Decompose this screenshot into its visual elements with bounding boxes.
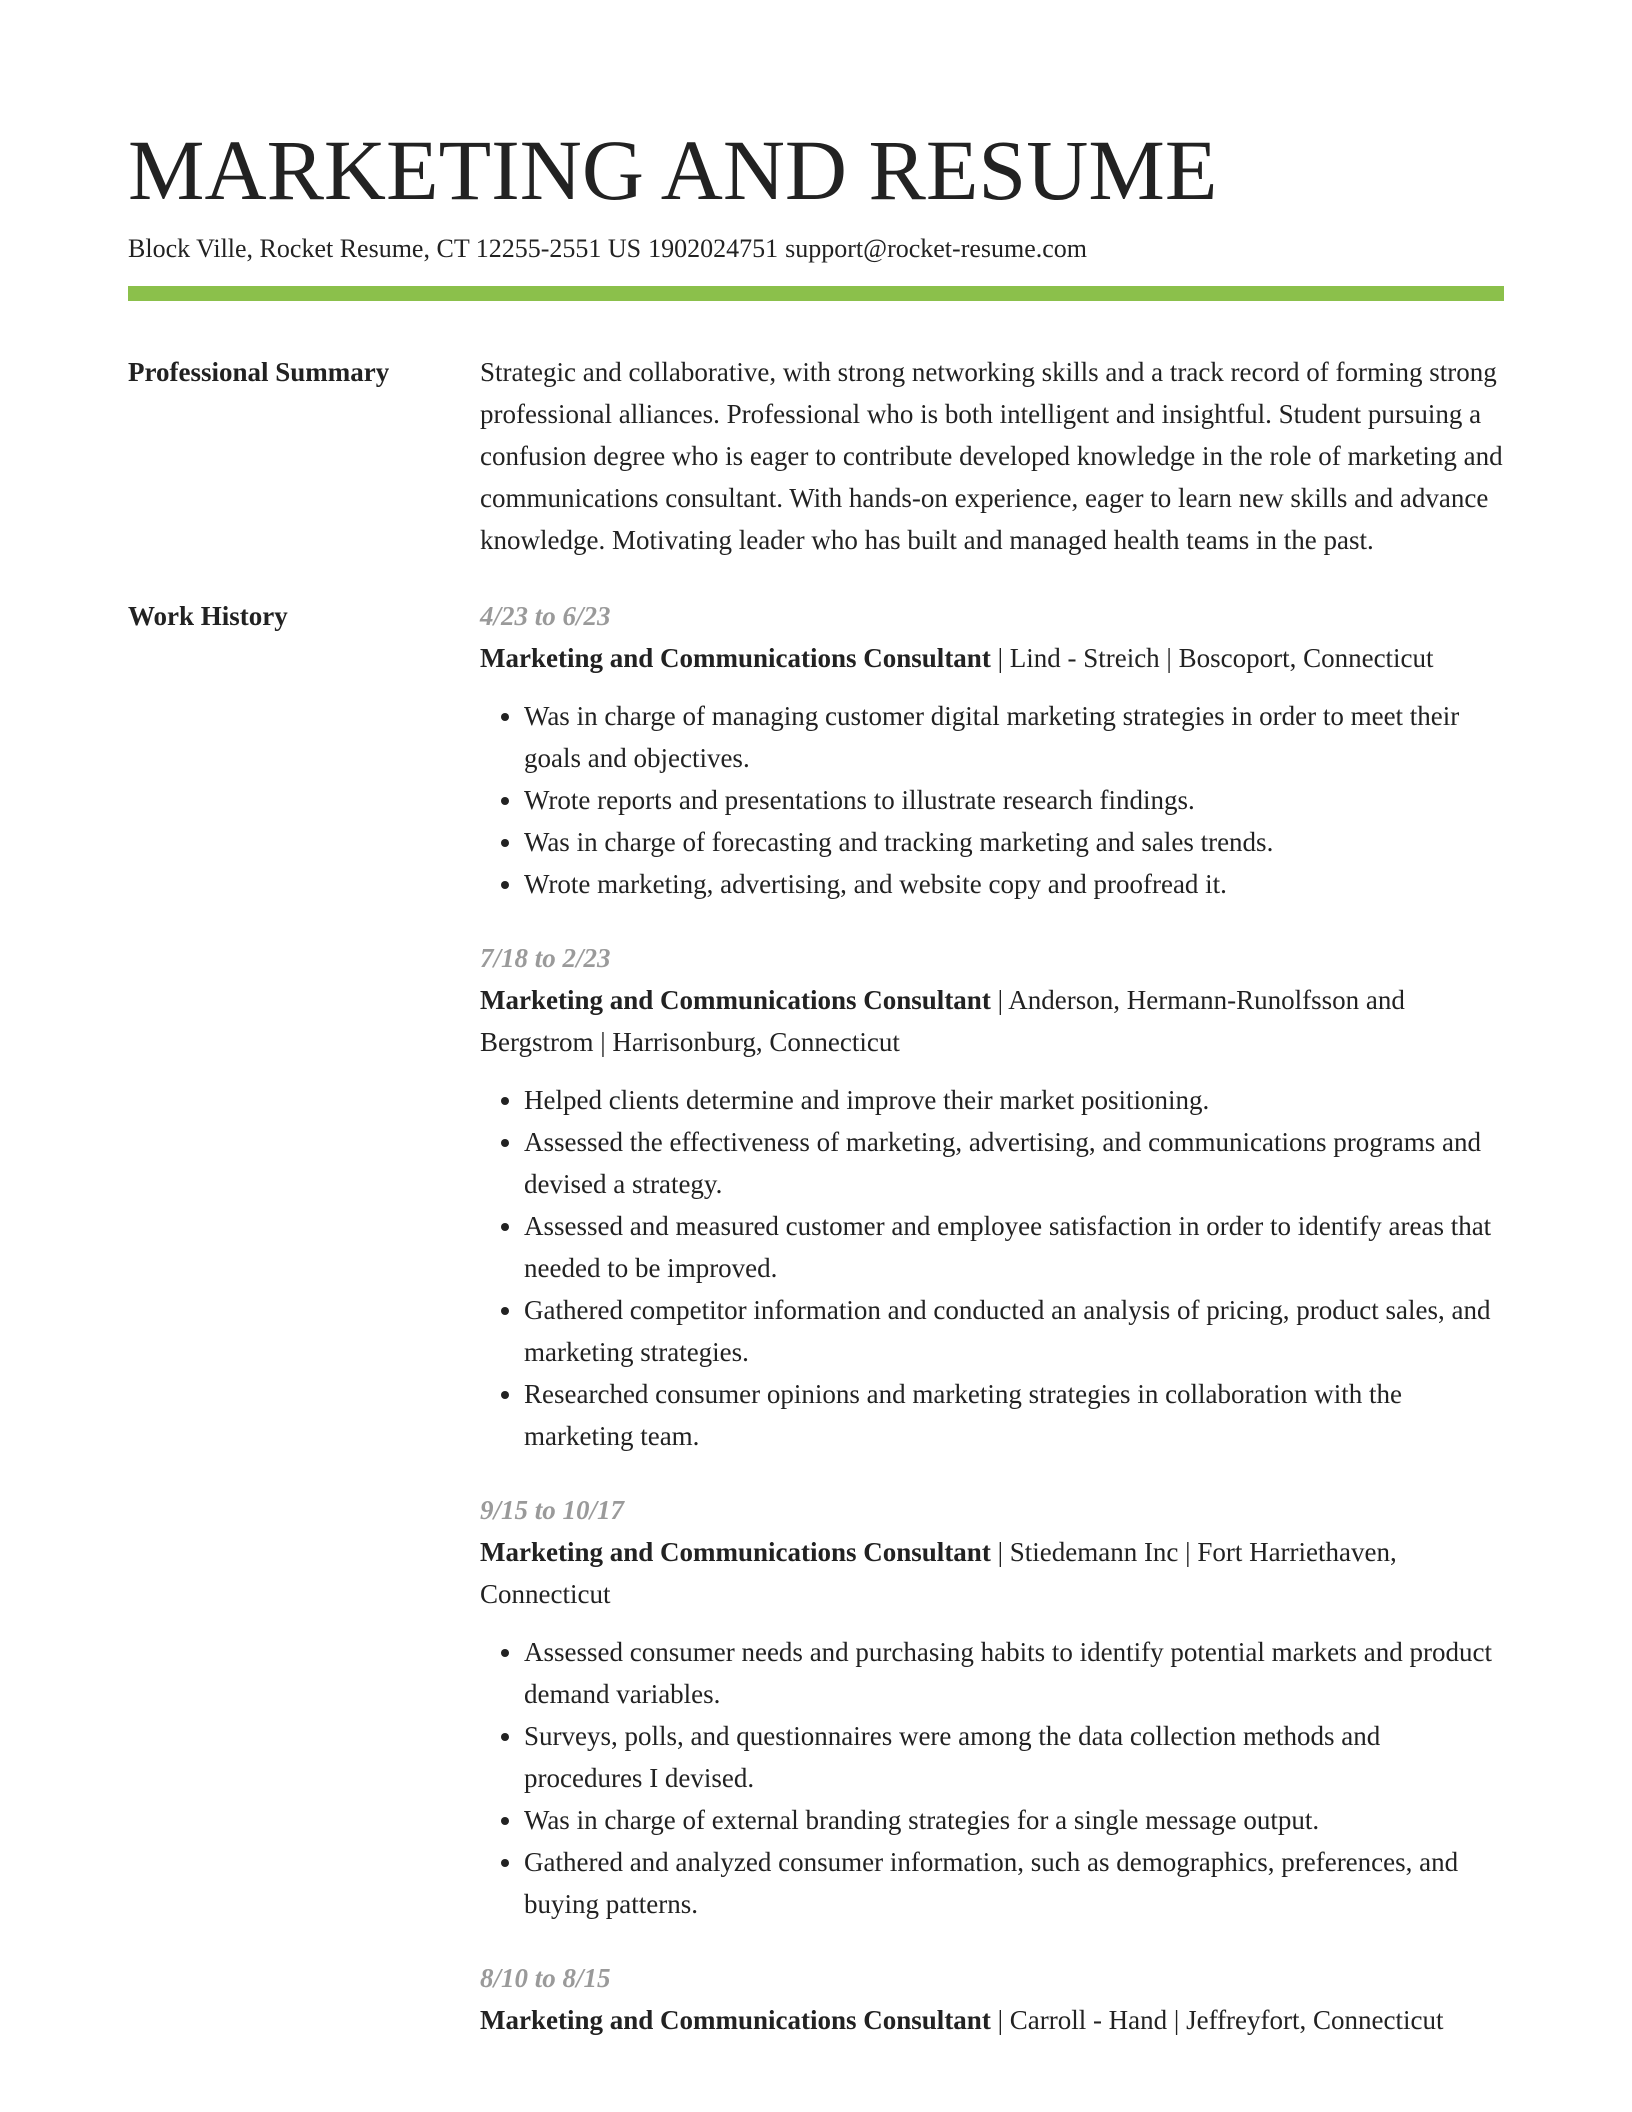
job-title-line: [480, 1531, 1504, 1615]
work-history-heading: Work History: [128, 601, 288, 631]
work-history-list: [480, 595, 1504, 2041]
job-bullet: • Researched consumer opinions and marketing strategies in collaboration with the marketing team.: [524, 1373, 1504, 1457]
job-bullet: • Gathered and analyzed consumer information, such as demographics, preferences, and buying patterns.: [524, 1841, 1504, 1925]
summary-section: [128, 351, 1504, 561]
job-entry: [480, 595, 1504, 905]
resume-page: [128, 120, 1504, 2041]
job-bullet: • Helped clients determine and improve their market positioning.: [524, 1079, 1504, 1121]
job-title-line: [480, 1999, 1504, 2041]
job-bullet: • Surveys, polls, and questionnaires were among the data collection methods and procedures I devised.: [524, 1715, 1504, 1799]
job-details: | Stiedemann Inc | Fort Harriethaven, Connecticut: [480, 1537, 1397, 1609]
contact-address: Block Ville, Rocket Resume, CT 12255-2551 US: [128, 234, 642, 263]
job-title-line: [480, 979, 1504, 1063]
job-dates: 7/18 to 2/23: [480, 943, 611, 973]
job-entry: [480, 1957, 1504, 2041]
job-bullet: • Assessed and measured customer and employee satisfaction in order to identify areas that needed to be improved.: [524, 1205, 1504, 1289]
job-role: Marketing and Communications Consultant: [480, 985, 991, 1015]
summary-text: Strategic and collaborative, with strong networking skills and a track record of forming strong professional alliances. Professional who is both intelligent and insightful. Student pursuing a confusion degree who is eager to contribute developed knowledge in the role of marketing and communications consultant. With hands-on experience, eager to learn new skills and advance knowledge. Motivating leader who has built and managed health teams in the past.: [480, 357, 1503, 555]
job-bullets: [480, 1079, 1504, 1457]
job-bullets: [480, 1631, 1504, 1925]
job-bullet: • Gathered competitor information and conducted an analysis of pricing, product sales, and marketing strategies.: [524, 1289, 1504, 1373]
resume-name: MARKETING AND RESUME: [128, 122, 1218, 218]
contact-line: [128, 232, 1504, 266]
job-bullet: • Was in charge of forecasting and tracking marketing and sales trends.: [524, 821, 1504, 863]
job-details: | Lind - Streich | Boscoport, Connecticut: [990, 643, 1434, 673]
job-entry: [480, 1489, 1504, 1925]
job-entry: [480, 937, 1504, 1457]
job-bullets: [480, 695, 1504, 905]
job-bullet: • Assessed consumer needs and purchasing habits to identify potential markets and product demand variables.: [524, 1631, 1504, 1715]
job-details: | Carroll - Hand | Jeffreyfort, Connecticut: [990, 2005, 1444, 2035]
job-dates: 8/10 to 8/15: [480, 1963, 611, 1993]
header-divider: [128, 286, 1504, 301]
job-bullet: • Was in charge of managing customer digital marketing strategies in order to meet their goals and objectives.: [524, 695, 1504, 779]
job-details: | Anderson, Hermann-Runolfsson and Bergstrom | Harrisonburg, Connecticut: [480, 985, 1405, 1057]
job-bullet: • Was in charge of external branding strategies for a single message output.: [524, 1799, 1504, 1841]
job-bullet: • Wrote marketing, advertising, and website copy and proofread it.: [524, 863, 1504, 905]
job-role: Marketing and Communications Consultant: [480, 2005, 991, 2035]
job-dates: 9/15 to 10/17: [480, 1495, 625, 1525]
contact-email: support@rocket-resume.com: [785, 234, 1088, 263]
summary-heading: Professional Summary: [128, 357, 390, 387]
job-bullet: • Wrote reports and presentations to illustrate research findings.: [524, 779, 1504, 821]
job-dates: 4/23 to 6/23: [480, 601, 611, 631]
work-history-section: [128, 595, 1504, 2041]
job-title-line: [480, 637, 1504, 679]
job-role: Marketing and Communications Consultant: [480, 643, 991, 673]
job-role: Marketing and Communications Consultant: [480, 1537, 991, 1567]
job-bullet: • Assessed the effectiveness of marketing, advertising, and communications programs and devised a strategy.: [524, 1121, 1504, 1205]
contact-phone: 1902024751: [648, 234, 779, 263]
